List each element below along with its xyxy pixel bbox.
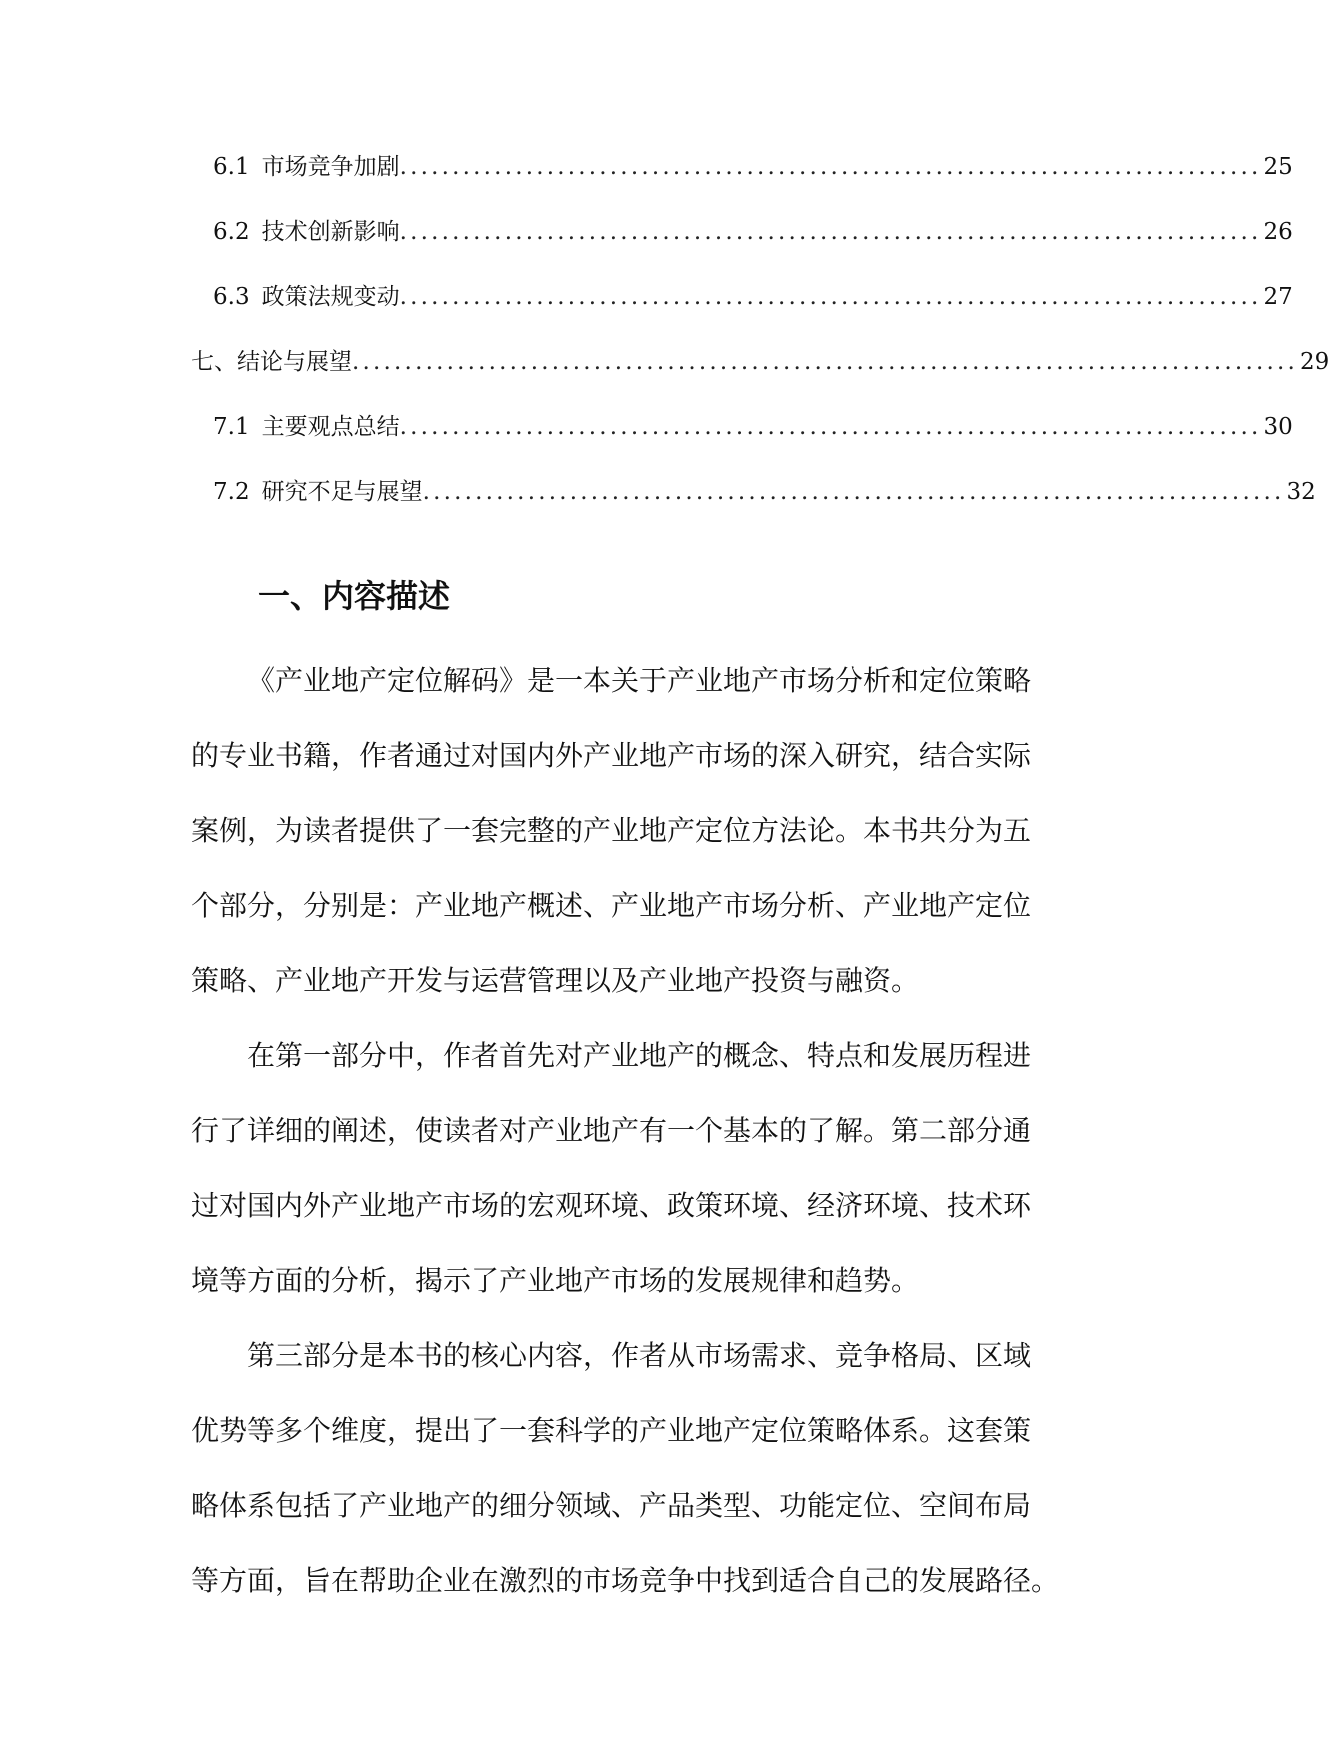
toc-entry[interactable] — [213, 282, 1293, 312]
toc-entry-title: 政策法规变动 — [261, 284, 400, 310]
toc-entry-number: 7.1 — [213, 414, 250, 440]
toc-entry-title: 市场竞争加剧 — [261, 154, 400, 180]
toc-entry-page: 27 — [1263, 284, 1293, 310]
paragraph-line: 过对国内外产业地产市场的宏观环境、政策环境、经济环境、技术环 — [191, 1189, 1032, 1222]
toc-leader-dots: .......................................................................................... — [352, 349, 1298, 375]
paragraph-line: 在第一部分中，作者首先对产业地产的概念、特点和发展历程进 — [247, 1039, 1032, 1072]
toc-entry-title: 研究不足与展望 — [261, 479, 423, 505]
toc-entry[interactable] — [213, 412, 1293, 442]
toc-entry-page: 30 — [1263, 414, 1293, 440]
paragraph-line: 等方面，旨在帮助企业在激烈的市场竞争中找到适合自己的发展路径。 — [191, 1564, 1060, 1597]
toc-leader-dots: .................................................................................. — [399, 219, 1262, 245]
toc-entry-title: 技术创新影响 — [261, 219, 400, 245]
paragraph-line: 《产业地产定位解码》是一本关于产业地产市场分析和定位策略 — [247, 664, 1032, 697]
toc-leader-dots: .................................................................................. — [399, 284, 1262, 310]
toc-leader-dots: .................................................................................. — [422, 479, 1285, 505]
toc-entry-title: 七、结论与展望 — [191, 349, 352, 375]
paragraph-line: 策略、产业地产开发与运营管理以及产业地产投资与融资。 — [191, 964, 920, 997]
paragraph-line: 略体系包括了产业地产的细分领域、产品类型、功能定位、空间布局 — [191, 1489, 1032, 1522]
toc-entry[interactable] — [213, 477, 1316, 507]
toc-entry-number: 6.1 — [213, 154, 250, 180]
paragraph-line: 个部分，分别是：产业地产概述、产业地产市场分析、产业地产定位 — [191, 889, 1032, 922]
toc-entry-number: 6.3 — [213, 284, 250, 310]
toc-entry-page: 32 — [1286, 479, 1316, 505]
toc-leader-dots: .................................................................................. — [399, 154, 1262, 180]
toc-leader-dots: .................................................................................. — [399, 414, 1262, 440]
paragraph-line: 的专业书籍，作者通过对国内外产业地产市场的深入研究，结合实际 — [191, 739, 1032, 772]
toc-entry-title: 主要观点总结 — [261, 414, 400, 440]
toc-entry-page: 26 — [1263, 219, 1293, 245]
paragraph-line: 行了详细的阐述，使读者对产业地产有一个基本的了解。第二部分通 — [191, 1114, 1032, 1147]
toc-entry[interactable] — [213, 217, 1293, 247]
paragraph-line: 境等方面的分析，揭示了产业地产市场的发展规律和趋势。 — [191, 1264, 920, 1297]
toc-entry[interactable] — [213, 152, 1293, 182]
toc-entry-page: 25 — [1263, 154, 1293, 180]
paragraph-line: 案例，为读者提供了一套完整的产业地产定位方法论。本书共分为五 — [191, 814, 1032, 847]
paragraph-line: 第三部分是本书的核心内容，作者从市场需求、竞争格局、区域 — [247, 1339, 1032, 1372]
toc-entry-number: 6.2 — [213, 219, 250, 245]
toc-entry-page: 29 — [1300, 349, 1329, 375]
toc-entry-number: 7.2 — [213, 479, 250, 505]
toc-entry[interactable] — [191, 347, 1329, 377]
paragraph-line: 优势等多个维度，提出了一套科学的产业地产定位策略体系。这套策 — [191, 1414, 1032, 1447]
section-heading: 一、内容描述 — [258, 577, 451, 615]
